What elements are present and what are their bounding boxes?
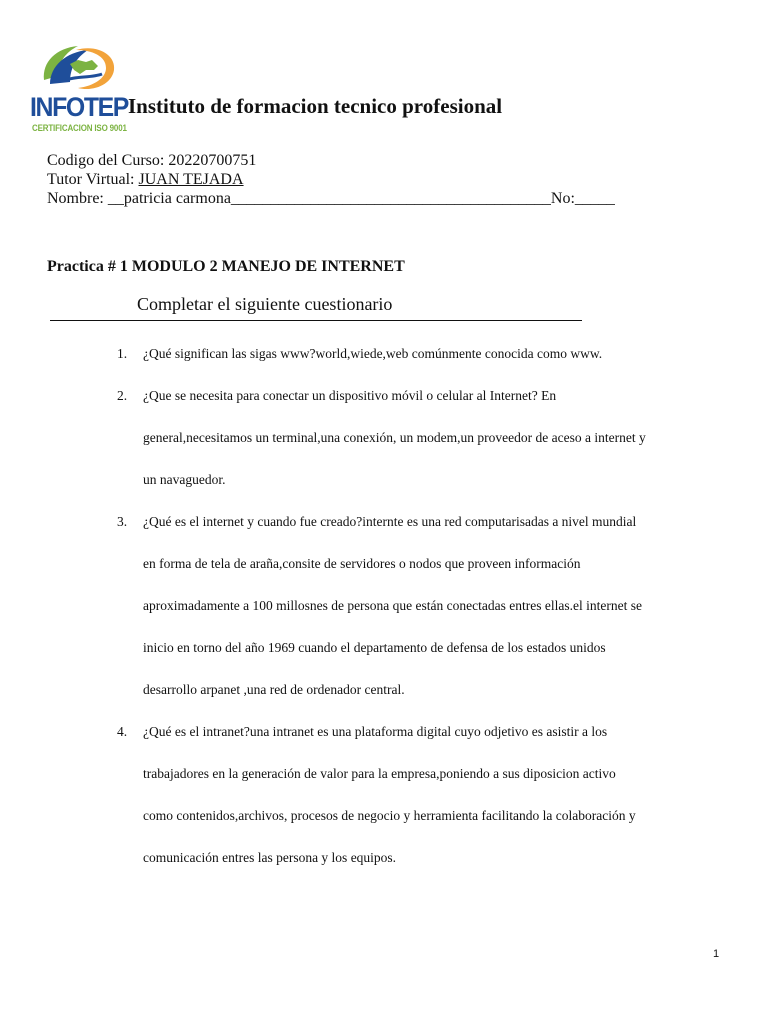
logo-certification: CERTIFICACION ISO 9001 [32,123,127,134]
question-number: 2. [117,388,128,403]
question-text-line: ¿Qué significan las sigas www?world,wiede,web comúnmente conocida como www. [143,346,603,361]
course-code-label: Codigo del Curso: [47,152,169,169]
institution-title: Instituto de formacion tecnico profesional [128,94,503,118]
question-text-line: general,necesitamos un terminal,una conexión, un modem,un proveedor de aceso a internet y [143,430,646,445]
question-text-line: en forma de tela de araña,consite de servidores o nodos que proveen información [143,556,581,571]
question-number: 3. [117,514,128,529]
question-text-line: trabajadores en la generación de valor para la empresa,poniendo a sus diposicion activo [143,766,616,781]
logo-wordmark: INFOTEP [30,92,128,122]
tutor-label: Tutor Virtual: [47,171,139,188]
student-name-line: Nombre: __patricia carmona________________________________________No:_____ [47,190,615,207]
question-number: 1. [117,346,128,361]
course-code-value: 20220700751 [168,152,257,169]
page-number: 1 [713,948,720,960]
practice-title: Practica # 1 MODULO 2 MANEJO DE INTERNET [47,258,405,275]
question-text-line: ¿Qué es el intranet?una intranet es una plataforma digital cuyo odjetivo es asistir a los [143,724,608,739]
question-text-line: ¿Qué es el internet y cuando fue creado?internte es una red computarisadas a nivel mundial [143,514,637,529]
question-number: 4. [117,724,128,739]
tutor-name: JUAN TEJADA [138,171,244,188]
question-text-line: un navaguedor. [143,472,226,487]
question-text-line: comunicación entres las persona y los equipos. [143,850,397,865]
question-text-line: ¿Que se necesita para conectar un dispositivo móvil o celular al Internet? En [143,388,557,403]
question-text-line: inicio en torno del año 1969 cuando el departamento de defensa de los estados unidos [143,640,606,655]
question-text-line: aproximadamente a 100 millosnes de persona que están conectadas entres ellas.el internet se [143,598,642,613]
instruction-text: Completar el siguiente cuestionario [137,294,393,314]
question-text-line: desarrollo arpanet ,una red de ordenador central. [143,682,405,697]
question-text-line: como contenidos,archivos, procesos de negocio y herramienta facilitando la colaboración y [143,808,636,823]
